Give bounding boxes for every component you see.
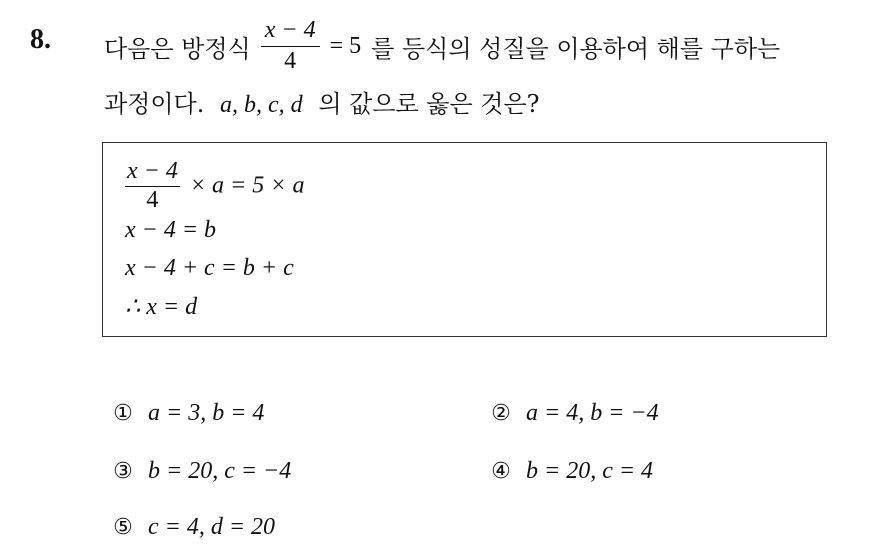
choice-4[interactable] [488, 458, 653, 485]
choice-text: b = 20, c = −4 [148, 458, 292, 484]
process-step-1 [125, 159, 304, 213]
equation-fraction [261, 18, 320, 73]
step1-denominator: 4 [146, 187, 159, 214]
choice-5[interactable] [110, 514, 275, 541]
choice-marker: ③ [113, 459, 133, 484]
choice-text: c = 4, d = 20 [148, 514, 276, 540]
choice-marker: ④ [491, 459, 511, 484]
choice-marker: ② [491, 401, 511, 426]
fraction-denominator: 4 [284, 47, 297, 74]
step1-numerator: x − 4 [127, 158, 178, 184]
choice-text: b = 20, c = 4 [526, 458, 654, 484]
question-number: 8. [30, 24, 51, 55]
process-step-2: x − 4 = b [125, 217, 217, 243]
choice-2[interactable] [488, 400, 659, 427]
choice-marker: ① [113, 401, 133, 426]
fraction-numerator: x − 4 [264, 17, 316, 44]
step1-fraction [125, 159, 180, 213]
question-line2-suffix: 의 값으로 옳은 것은? [318, 90, 540, 118]
question-line-2 [104, 84, 540, 119]
equation-tail: = 5 [329, 32, 362, 59]
choice-1[interactable] [110, 400, 264, 427]
process-step-4: ∴ x = d [125, 294, 198, 320]
process-step-3: x − 4 + c = b + c [125, 255, 294, 281]
choice-3[interactable] [110, 458, 291, 485]
question-line2-prefix: 과정이다. [104, 90, 205, 118]
step1-rest: × a = 5 × a [189, 172, 305, 199]
choice-text: a = 4, b = −4 [526, 400, 659, 426]
question-text-after: 를 등식의 성질을 이용하여 해를 구하는 [371, 34, 781, 63]
question-line-1 [104, 14, 780, 78]
question-text-before: 다음은 방정식 [104, 34, 251, 63]
choice-marker: ⑤ [113, 515, 133, 540]
choice-text: a = 3, b = 4 [148, 400, 265, 426]
process-box [102, 142, 827, 337]
question-variables: a, b, c, d [220, 92, 303, 118]
